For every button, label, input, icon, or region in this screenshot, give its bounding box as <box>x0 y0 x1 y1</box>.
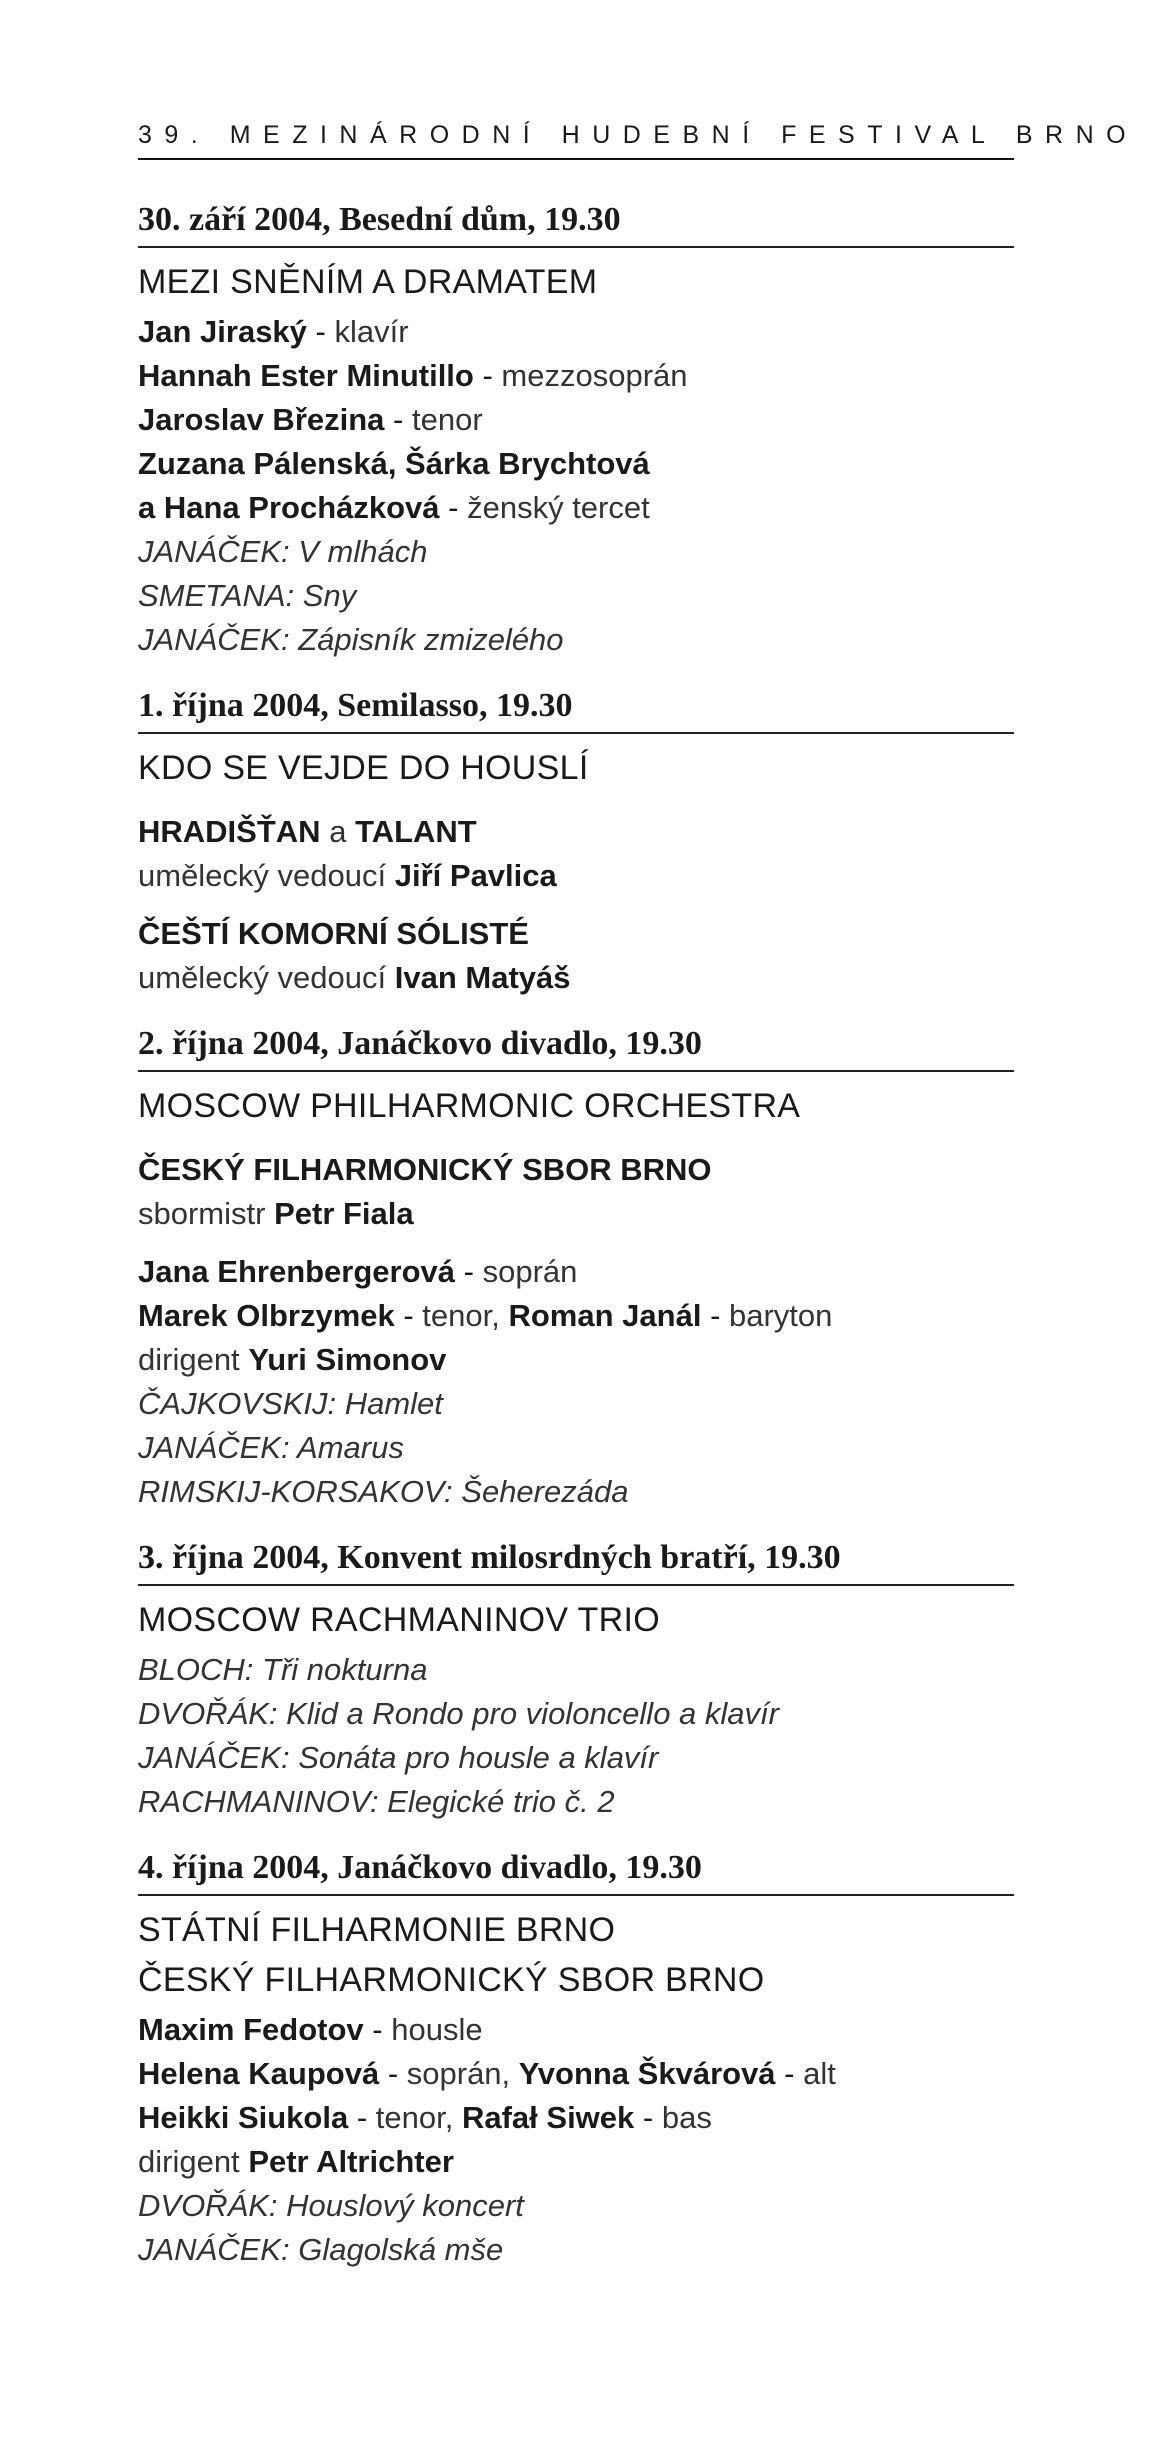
performer-name: Hannah Ester Minutillo <box>138 358 474 393</box>
dash: - <box>403 1298 423 1333</box>
performer-role: ženský tercet <box>467 490 650 525</box>
performer-line <box>138 1294 1014 1338</box>
concert-1 <box>138 198 1014 662</box>
work-item: BLOCH: Tři nokturna <box>138 1652 428 1687</box>
performer-name: Jana Ehrenbergerová <box>138 1254 456 1289</box>
work-item: DVOŘÁK: Klid a Rondo pro violoncello a klavír <box>138 1696 779 1731</box>
conductor-line <box>138 2140 1014 2184</box>
conductor-line <box>138 1338 1014 1382</box>
performer-role: baryton <box>729 1298 833 1333</box>
performer-line <box>138 1250 1014 1294</box>
conductor-name: Petr Altrichter <box>248 2144 454 2179</box>
leader-name: Ivan Matyáš <box>394 960 571 995</box>
leader-label: umělecký vedoucí <box>138 960 387 995</box>
dash: - <box>356 2100 376 2135</box>
performer-name: Yvonna Škvárová <box>518 2056 776 2091</box>
concert-date: 3. října 2004, Konvent milosrdných bratří, 19.30 <box>138 1536 1014 1586</box>
conjunction: a <box>329 814 347 849</box>
conductor-name: Yuri Simonov <box>248 1342 447 1377</box>
performer-name: Roman Janál <box>508 1298 702 1333</box>
performer-role: tenor <box>411 402 483 437</box>
choirmaster-name: Petr Fiala <box>274 1196 414 1231</box>
conductor-label: dirigent <box>138 2144 240 2179</box>
performer-role: soprán <box>482 1254 578 1289</box>
ensemble-line <box>138 912 1014 956</box>
concert-title: MOSCOW RACHMANINOV TRIO <box>138 1601 660 1639</box>
concert-title: MOSCOW PHILHARMONIC ORCHESTRA <box>138 1087 801 1125</box>
dash: - <box>482 358 502 393</box>
dash: - <box>372 2012 392 2047</box>
dash: - <box>642 2100 662 2135</box>
performer-role: housle <box>391 2012 483 2047</box>
concert-subtitle: ČESKÝ FILHARMONICKÝ SBOR BRNO <box>138 1961 765 1999</box>
performer-name: Zuzana Pálenská, Šárka Brychtová <box>138 446 650 481</box>
ensemble-name: TALANT <box>355 814 477 849</box>
ensemble-name: ČEŠTÍ KOMORNÍ SÓLISTÉ <box>138 916 529 951</box>
concert-date: 2. října 2004, Janáčkovo divadlo, 19.30 <box>138 1022 1014 1072</box>
concert-5 <box>138 1846 1014 2272</box>
work-item: JANÁČEK: V mlhách <box>138 534 428 569</box>
performer-name: Rafał Siwek <box>461 2100 635 2135</box>
performer-role: klavír <box>334 314 409 349</box>
festival-header: 39. MEZINÁRODNÍ HUDEBNÍ FESTIVAL BRNO <box>138 120 1014 160</box>
concert-title: KDO SE VEJDE DO HOUSLÍ <box>138 749 589 787</box>
concert-4 <box>138 1536 1014 1824</box>
performer-name: Jaroslav Březina <box>138 402 385 437</box>
performer-role: soprán, <box>406 2056 511 2091</box>
dash: - <box>387 2056 407 2091</box>
work-item: ČAJKOVSKIJ: Hamlet <box>138 1386 443 1421</box>
performer-line <box>138 310 1014 354</box>
concert-title: STÁTNÍ FILHARMONIE BRNO <box>138 1911 616 1949</box>
performer-role: mezzosoprán <box>501 358 688 393</box>
performer-role: tenor, <box>375 2100 454 2135</box>
dash: - <box>448 490 468 525</box>
choir-name: ČESKÝ FILHARMONICKÝ SBOR BRNO <box>138 1152 712 1187</box>
conductor-label: dirigent <box>138 1342 240 1377</box>
dash: - <box>315 314 335 349</box>
performer-name: Jan Jiraský <box>138 314 307 349</box>
performer-line <box>138 2052 1014 2096</box>
performer-role: bas <box>661 2100 712 2135</box>
dash: - <box>710 1298 729 1333</box>
work-item: JANÁČEK: Zápisník zmizelého <box>138 622 564 657</box>
leader-line <box>138 854 1014 898</box>
performer-name: Heikki Siukola <box>138 2100 349 2135</box>
performer-line <box>138 354 1014 398</box>
dash: - <box>393 402 412 437</box>
performer-role: alt <box>803 2056 836 2091</box>
performer-name: Maxim Fedotov <box>138 2012 364 2047</box>
concert-date: 4. října 2004, Janáčkovo divadlo, 19.30 <box>138 1846 1014 1896</box>
work-item: RIMSKIJ-KORSAKOV: Šeherezáda <box>138 1474 629 1509</box>
leader-line <box>138 956 1014 1000</box>
dash: - <box>463 1254 483 1289</box>
performer-line <box>138 2008 1014 2052</box>
leader-label: umělecký vedoucí <box>138 858 387 893</box>
ensemble-line <box>138 810 1014 854</box>
concert-date: 1. října 2004, Semilasso, 19.30 <box>138 684 1014 734</box>
performer-name: a Hana Procházková <box>138 490 440 525</box>
performer-name: Marek Olbrzymek <box>138 1298 395 1333</box>
work-item: DVOŘÁK: Houslový koncert <box>138 2188 524 2223</box>
performer-line <box>138 2096 1014 2140</box>
work-item: JANÁČEK: Glagolská mše <box>138 2232 504 2267</box>
choirmaster-line <box>138 1192 1014 1236</box>
work-item: RACHMANINOV: Elegické trio č. 2 <box>138 1784 615 1819</box>
work-item: JANÁČEK: Sonáta pro housle a klavír <box>138 1740 659 1775</box>
performer-role: tenor, <box>422 1298 500 1333</box>
performer-name: Helena Kaupová <box>138 2056 380 2091</box>
concert-3 <box>138 1022 1014 1514</box>
choirmaster-label: sbormistr <box>138 1196 266 1231</box>
concert-2 <box>138 684 1014 1000</box>
performer-line <box>138 486 1014 530</box>
work-item: SMETANA: Sny <box>138 578 357 613</box>
program-page <box>138 120 1139 2294</box>
ensemble-name: HRADIŠŤAN <box>138 814 321 849</box>
leader-name: Jiří Pavlica <box>394 858 557 893</box>
dash: - <box>784 2056 804 2091</box>
concert-date: 30. září 2004, Besední dům, 19.30 <box>138 198 1014 248</box>
concert-title: MEZI SNĚNÍM A DRAMATEM <box>138 263 598 301</box>
work-item: JANÁČEK: Amarus <box>138 1430 404 1465</box>
performer-line <box>138 398 1014 442</box>
performer-line <box>138 442 1014 486</box>
